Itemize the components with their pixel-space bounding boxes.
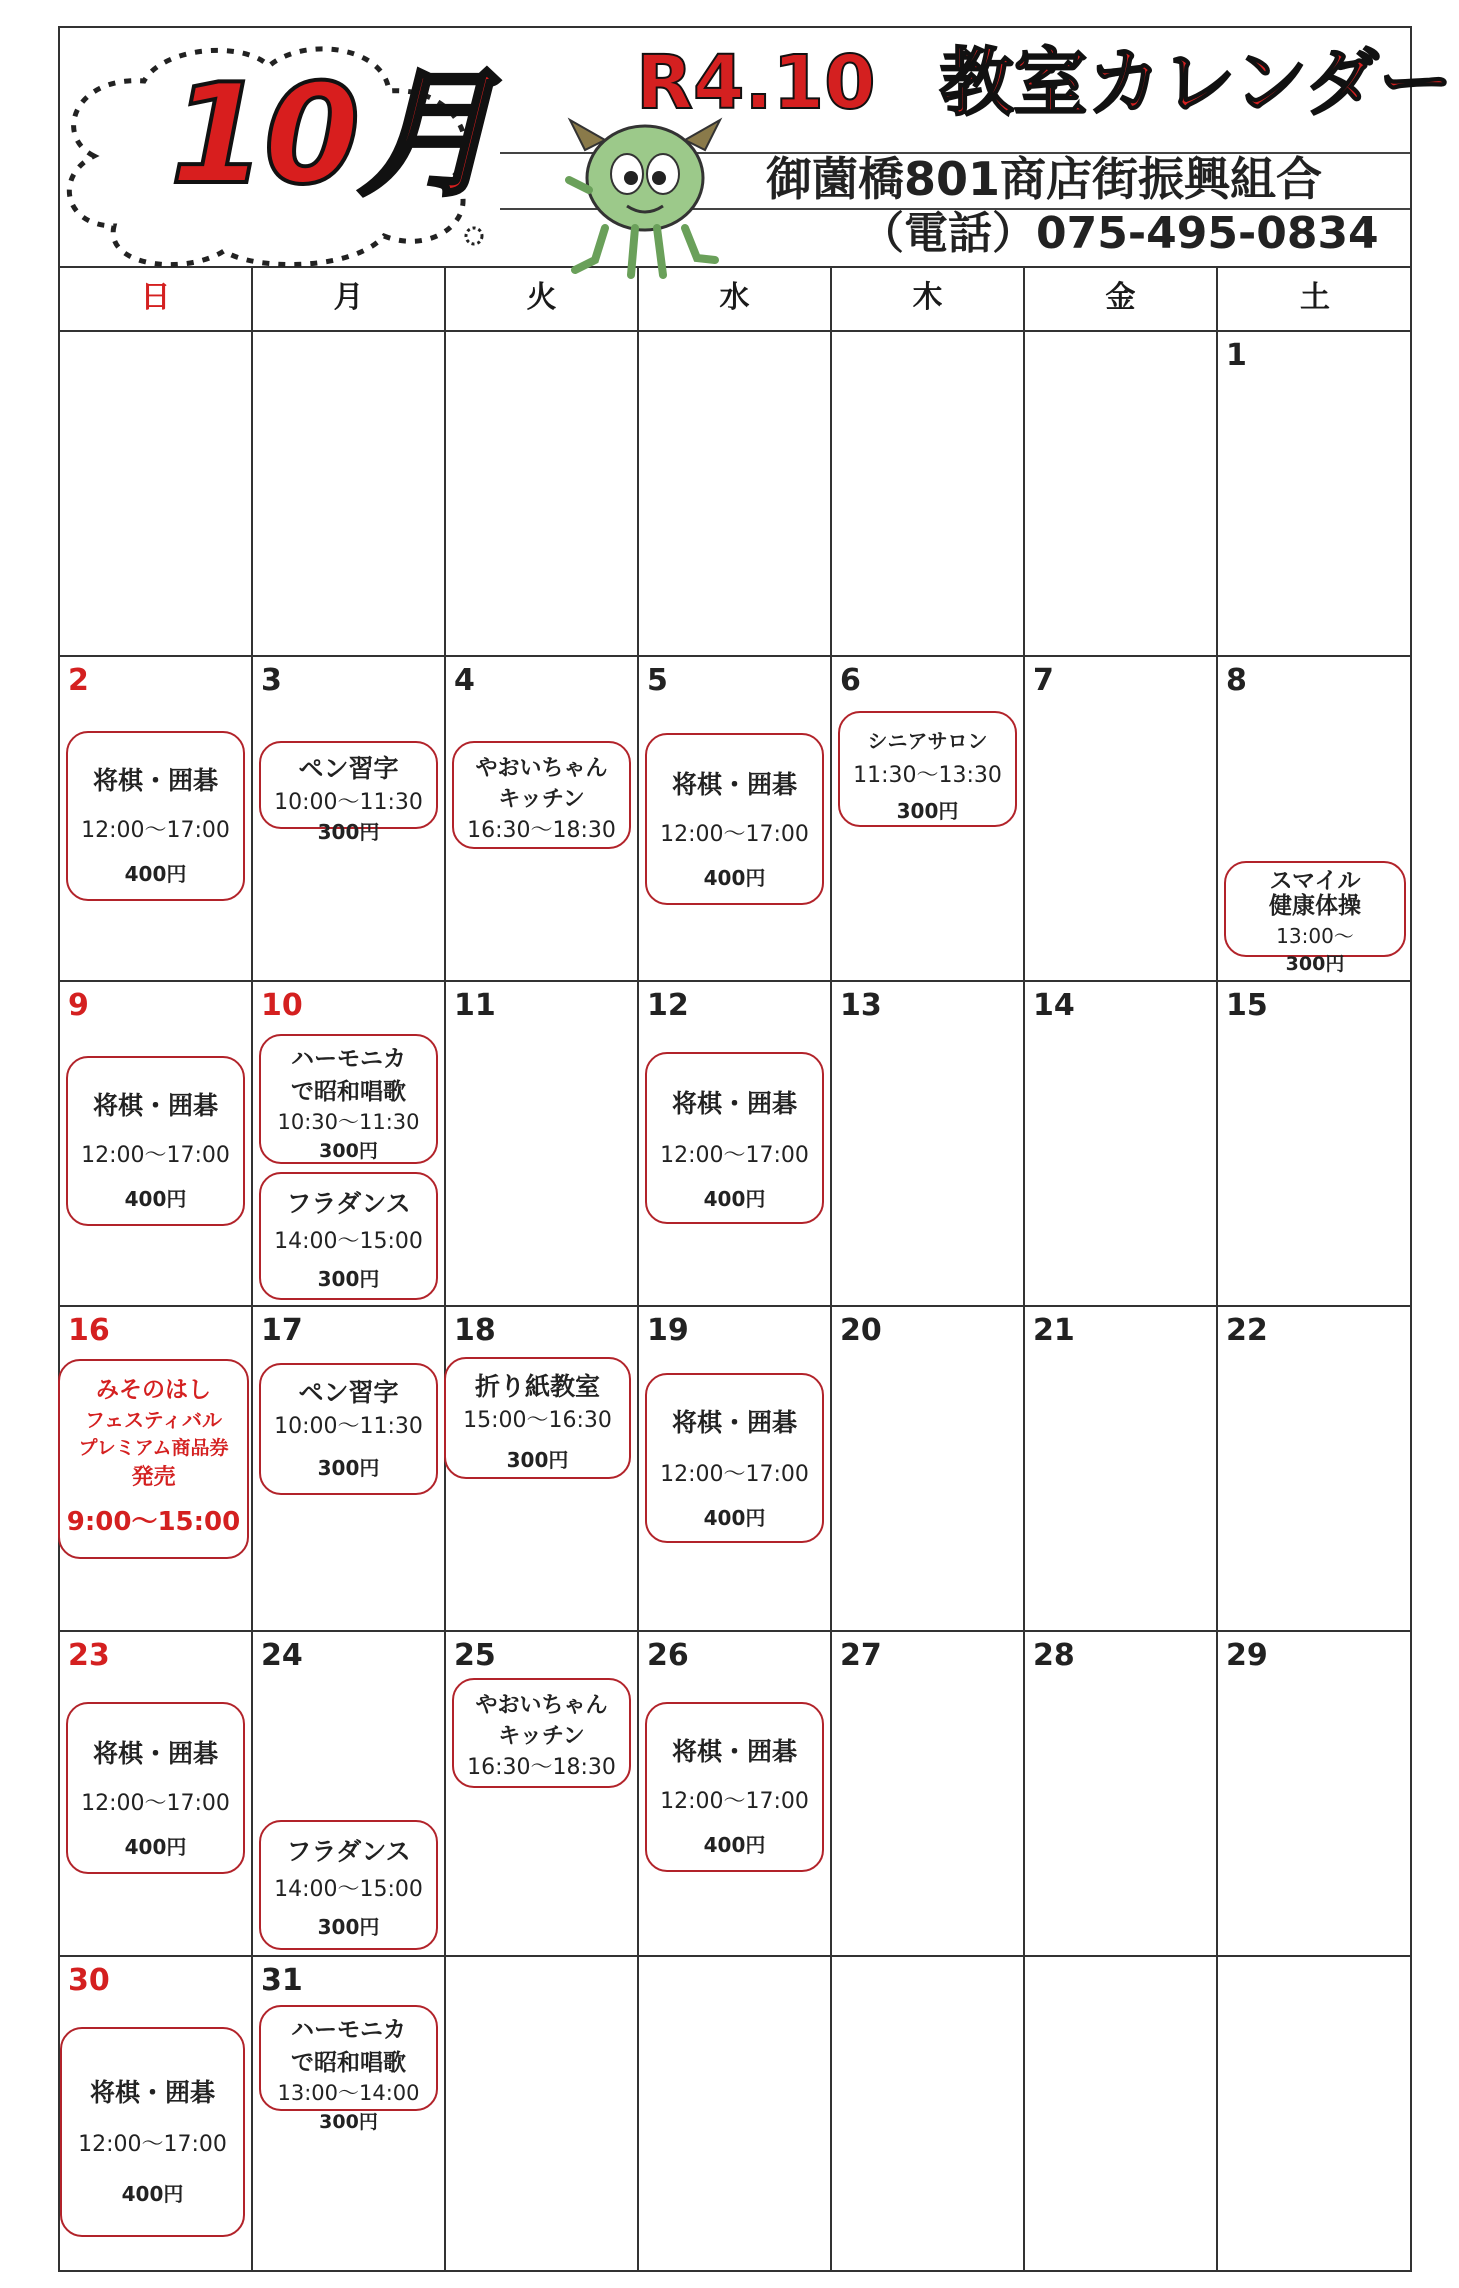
- day-cell-21: [1025, 1307, 1218, 1632]
- day-number: 16: [68, 1313, 110, 1348]
- event-name: 将棋・囲碁: [89, 2078, 215, 2107]
- event-time: 12:00～17:00: [81, 1791, 230, 1816]
- event-time: 11:30～13:30: [853, 763, 1002, 788]
- event-yaoichan-kitchen: [452, 1678, 631, 1788]
- event-price: 300円: [317, 820, 380, 844]
- day-number: 22: [1226, 1313, 1268, 1348]
- event-smile-exercise: [1224, 861, 1406, 975]
- event-line4: 発売: [131, 1465, 176, 1490]
- day-number: 27: [840, 1638, 882, 1673]
- green-monster-mascot-icon: [565, 110, 725, 282]
- calendar-sheet: [58, 26, 1453, 2272]
- day-number: 1: [1226, 338, 1247, 373]
- day-cell-empty: [832, 1957, 1025, 2272]
- day-number: 7: [1033, 663, 1054, 698]
- event-time: 14:00～15:00: [274, 1229, 423, 1254]
- weekday-monday: 月: [253, 266, 446, 332]
- day-number: 24: [261, 1638, 303, 1673]
- day-number: 15: [1226, 988, 1268, 1023]
- event-name: 将棋・囲碁: [671, 1408, 797, 1437]
- event-time: 10:00～11:30: [274, 1414, 423, 1439]
- event-harmonica: [259, 2005, 438, 2133]
- day-cell-16: [60, 1307, 253, 1632]
- event-price: 300円: [506, 1448, 569, 1472]
- weekday-friday: 金: [1025, 266, 1218, 332]
- event-name: 将棋・囲碁: [671, 1737, 797, 1766]
- day-cell-empty: [639, 1957, 832, 2272]
- day-cell-10: [253, 982, 446, 1307]
- day-cell-25: [446, 1632, 639, 1957]
- organization-name: 御薗橋801商店街振興組合: [766, 152, 1323, 206]
- day-cell-5: [639, 657, 832, 982]
- day-cell-23: [60, 1632, 253, 1957]
- event-name: 将棋・囲碁: [92, 1091, 218, 1120]
- day-number: 9: [68, 988, 89, 1023]
- day-number: 8: [1226, 663, 1247, 698]
- day-cell-empty: [253, 332, 446, 657]
- day-number: 30: [68, 1963, 110, 1998]
- event-price: 300円: [317, 1915, 380, 1939]
- day-number: 26: [647, 1638, 689, 1673]
- event-hula-dance: [259, 1820, 438, 1950]
- day-cell-empty: [446, 1957, 639, 2272]
- event-hula-dance: [259, 1172, 438, 1300]
- event-price: 300円: [317, 1456, 380, 1480]
- day-cell-4: [446, 657, 639, 982]
- weekday-wednesday: 水: [639, 266, 832, 332]
- day-cell-empty: [639, 332, 832, 657]
- day-cell-empty: [1025, 1957, 1218, 2272]
- event-name: 折り紙教室: [474, 1372, 600, 1401]
- event-name: ペン習字: [298, 1378, 399, 1407]
- event-name-line2: で昭和唱歌: [291, 2050, 406, 2076]
- day-number: 21: [1033, 1313, 1075, 1348]
- day-cell-11: [446, 982, 639, 1307]
- event-shogi-igo: [645, 733, 824, 905]
- day-number: 10: [261, 988, 303, 1023]
- event-price: 300円: [1285, 952, 1345, 975]
- event-price: 400円: [703, 1506, 766, 1530]
- day-number: 23: [68, 1638, 110, 1673]
- day-cell-empty: [60, 332, 253, 657]
- day-number: 13: [840, 988, 882, 1023]
- day-number: 3: [261, 663, 282, 698]
- day-cell-12: [639, 982, 832, 1307]
- event-name-line1: スマイル: [1269, 868, 1361, 894]
- event-name: フラダンス: [286, 1837, 411, 1866]
- day-cell-30: [60, 1957, 253, 2272]
- event-harmonica: [259, 1034, 438, 1164]
- event-time: 12:00～17:00: [660, 1789, 809, 1814]
- event-name-line2: で昭和唱歌: [291, 1079, 406, 1105]
- event-shogi-igo: [60, 2027, 245, 2237]
- day-cell-empty: [1218, 1957, 1412, 2272]
- title-year: R4.10: [636, 40, 876, 126]
- event-price: 300円: [319, 2111, 378, 2133]
- event-time: 12:00～17:00: [78, 2132, 227, 2157]
- day-number: 6: [840, 663, 861, 698]
- day-cell-1: [1218, 332, 1412, 657]
- event-senior-salon: [838, 711, 1017, 827]
- event-price: 400円: [703, 1833, 766, 1857]
- event-time: 15:00～16:30: [463, 1408, 612, 1433]
- weekday-saturday: 土: [1218, 266, 1412, 332]
- day-cell-empty: [1025, 332, 1218, 657]
- day-cell-6: [832, 657, 1025, 982]
- event-name-line1: ハーモニカ: [291, 1046, 406, 1072]
- day-number: 11: [454, 988, 496, 1023]
- event-name-line2: キッチン: [498, 1724, 585, 1749]
- weekday-thursday: 木: [832, 266, 1025, 332]
- event-price: 400円: [124, 1835, 187, 1859]
- event-price: 400円: [121, 2182, 184, 2206]
- day-number: 29: [1226, 1638, 1268, 1673]
- day-cell-9: [60, 982, 253, 1307]
- day-number: 17: [261, 1313, 303, 1348]
- day-number: 5: [647, 663, 668, 698]
- calendar-title: [636, 40, 1453, 126]
- event-time: 14:00～15:00: [274, 1877, 423, 1902]
- day-cell-empty: [446, 332, 639, 657]
- day-cell-7: [1025, 657, 1218, 982]
- event-name-line1: やおいちゃん: [475, 1693, 608, 1718]
- day-cell-20: [832, 1307, 1025, 1632]
- event-name-line2: キッチン: [498, 787, 585, 812]
- weekday-sunday: 日: [60, 266, 253, 332]
- day-number: 31: [261, 1963, 303, 1998]
- event-time: 12:00～17:00: [81, 818, 230, 843]
- day-cell-empty: [832, 332, 1025, 657]
- day-cell-19: [639, 1307, 832, 1632]
- event-name: シニアサロン: [867, 729, 988, 753]
- event-yaoichan-kitchen: [452, 741, 631, 849]
- event-name: 将棋・囲碁: [671, 1089, 797, 1118]
- day-cell-14: [1025, 982, 1218, 1307]
- calendar-header: [60, 28, 1453, 268]
- day-number: 25: [454, 1638, 496, 1673]
- event-time: 13:00～14:00: [277, 2081, 420, 2105]
- event-misono-festival: [58, 1359, 249, 1559]
- event-price: 300円: [319, 1140, 378, 1162]
- day-cell-8: [1218, 657, 1412, 982]
- event-name: 将棋・囲碁: [671, 770, 797, 799]
- event-name: フラダンス: [286, 1189, 411, 1218]
- day-cell-3: [253, 657, 446, 982]
- event-name: ペン習字: [298, 754, 399, 783]
- event-shogi-igo: [66, 1056, 245, 1226]
- event-line3: プレミアム商品券: [78, 1437, 229, 1459]
- day-cell-18: [446, 1307, 639, 1632]
- phone-number: （電話）075-495-0834: [860, 208, 1379, 259]
- day-number: 12: [647, 988, 689, 1023]
- event-line1: みそのはし: [96, 1377, 211, 1403]
- day-cell-13: [832, 982, 1025, 1307]
- event-time: 12:00～17:00: [660, 822, 809, 847]
- event-name-line1: ハーモニカ: [291, 2017, 406, 2043]
- event-price: 300円: [896, 799, 959, 823]
- event-time: 9:00～15:00: [66, 1507, 241, 1537]
- event-name: 将棋・囲碁: [92, 766, 218, 795]
- day-cell-26: [639, 1632, 832, 1957]
- day-number: 20: [840, 1313, 882, 1348]
- event-pen-calligraphy: [259, 741, 438, 844]
- event-name-line2: 健康体操: [1269, 893, 1361, 920]
- day-number: 19: [647, 1313, 689, 1348]
- event-line2: フェスティバル: [85, 1408, 222, 1432]
- event-time: 12:00～17:00: [81, 1143, 230, 1168]
- event-pen-calligraphy: [259, 1363, 438, 1495]
- weekday-tuesday: 火: [446, 266, 639, 332]
- day-cell-15: [1218, 982, 1412, 1307]
- event-price: 400円: [703, 866, 766, 890]
- event-time: 10:00～11:30: [274, 790, 423, 815]
- event-time: 16:30～18:30: [467, 1755, 616, 1780]
- event-price: 400円: [703, 1187, 766, 1211]
- day-cell-28: [1025, 1632, 1218, 1957]
- event-time: 13:00～: [1276, 923, 1354, 948]
- event-name-line1: やおいちゃん: [475, 756, 608, 781]
- day-cell-29: [1218, 1632, 1412, 1957]
- event-shogi-igo: [66, 1702, 245, 1874]
- event-shogi-igo: [66, 731, 245, 901]
- event-time: 10:30～11:30: [277, 1110, 420, 1134]
- day-number: 14: [1033, 988, 1075, 1023]
- day-cell-2: [60, 657, 253, 982]
- day-number: 2: [68, 663, 89, 698]
- day-number: 18: [454, 1313, 496, 1348]
- event-time: 16:30～18:30: [467, 818, 616, 843]
- event-origami-class: [444, 1357, 631, 1479]
- day-number: 28: [1033, 1638, 1075, 1673]
- day-cell-31: [253, 1957, 446, 2272]
- day-cell-17: [253, 1307, 446, 1632]
- event-shogi-igo: [645, 1373, 824, 1543]
- event-time: 12:00～17:00: [660, 1143, 809, 1168]
- event-shogi-igo: [645, 1702, 824, 1872]
- day-cell-27: [832, 1632, 1025, 1957]
- month-heading: 10月: [170, 54, 495, 215]
- event-price: 400円: [124, 1187, 187, 1211]
- day-number: 4: [454, 663, 475, 698]
- event-price: 400円: [124, 862, 187, 886]
- title-text: 教室カレンダー: [939, 40, 1453, 126]
- day-cell-22: [1218, 1307, 1412, 1632]
- event-shogi-igo: [645, 1052, 824, 1224]
- event-name: 将棋・囲碁: [92, 1739, 218, 1768]
- event-price: 300円: [317, 1267, 380, 1291]
- event-time: 12:00～17:00: [660, 1462, 809, 1487]
- day-cell-24: [253, 1632, 446, 1957]
